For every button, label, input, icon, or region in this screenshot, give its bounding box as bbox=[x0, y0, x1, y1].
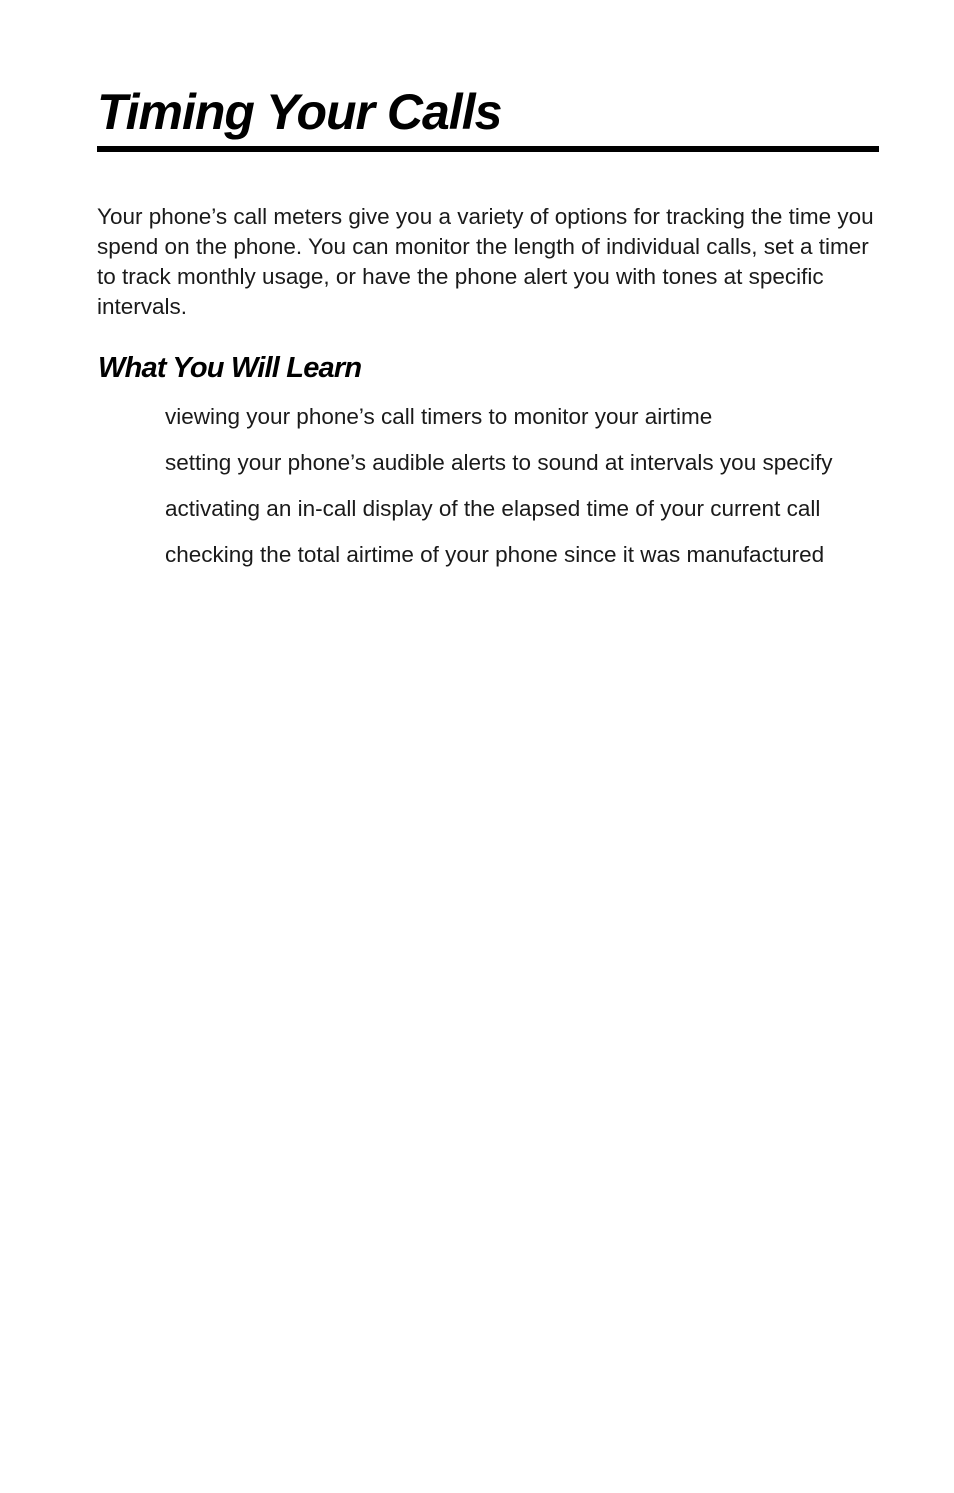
intro-paragraph: Your phone’s call meters give you a variety of options for tracking the time you spend on the phone. You can monitor the length of individual calls, set a timer to track monthly usage, or have the phone alert you with tones at specific intervals. bbox=[97, 204, 874, 319]
learn-list bbox=[165, 402, 865, 586]
learn-item-in-call-display: activating an in-call display of the elapsed time of your current call bbox=[165, 496, 821, 521]
chapter-title: Timing Your Calls bbox=[97, 84, 502, 140]
learn-item-call-timers: viewing your phone’s call timers to monitor your airtime bbox=[165, 404, 713, 429]
learn-item-total-airtime: checking the total airtime of your phone since it was manufactured bbox=[165, 542, 825, 567]
title-rule bbox=[97, 146, 879, 152]
learn-item-audible-alerts: setting your phone’s audible alerts to sound at intervals you specify bbox=[165, 450, 833, 475]
section-heading-what-you-will-learn: What You Will Learn bbox=[98, 352, 362, 384]
